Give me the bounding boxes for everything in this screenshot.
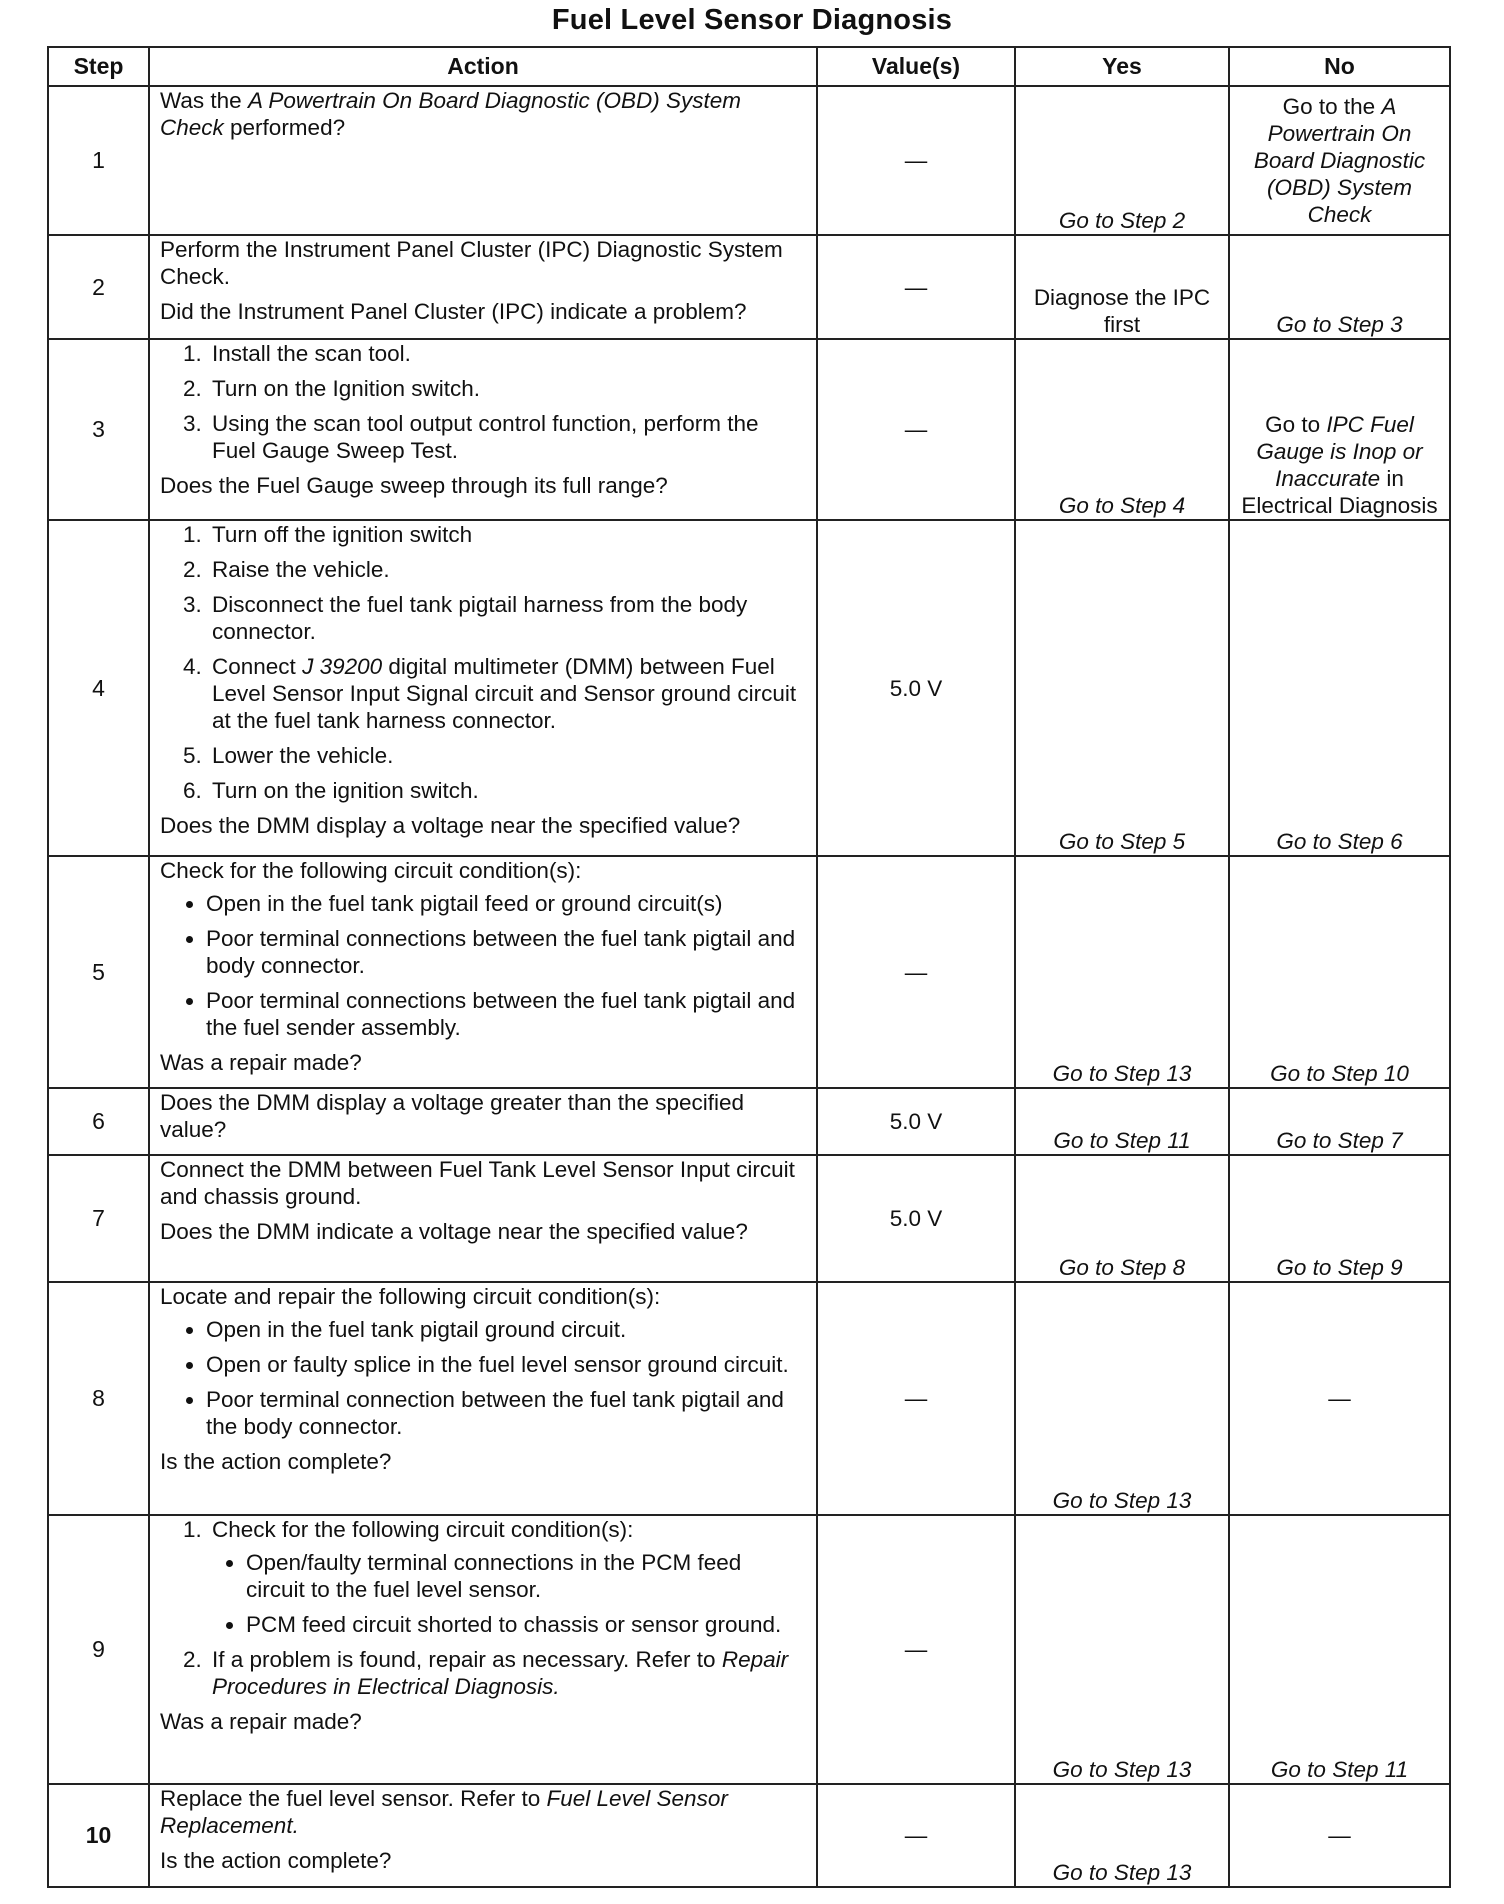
action-text: Perform the Instrument Panel Cluster (IPC) Diagnostic System Check. (160, 237, 783, 289)
action-question: Was a repair made? (160, 1050, 362, 1075)
step-number: 7 (48, 1155, 149, 1282)
yes-cell (1015, 339, 1229, 520)
table-row (48, 86, 1450, 235)
action-cell (149, 520, 817, 856)
list-item: 2. Turn on the Ignition switch. (208, 375, 806, 402)
yes-link: Go to Step 13 (1052, 1488, 1192, 1513)
no-cell (1229, 856, 1450, 1088)
table-row (48, 339, 1450, 520)
yes-cell (1015, 1282, 1229, 1515)
action-question: Was a repair made? (160, 1709, 362, 1734)
list-item: 3. Using the scan tool output control function, perform the Fuel Gauge Sweep Test. (208, 410, 806, 464)
list-item: 2. Raise the vehicle. (208, 556, 806, 583)
list-item (208, 1516, 806, 1638)
step-number: 6 (48, 1088, 149, 1155)
no-cell (1229, 1515, 1450, 1784)
value-cell: — (817, 856, 1015, 1088)
value-cell: — (817, 339, 1015, 520)
yes-cell (1015, 1155, 1229, 1282)
value-cell: — (817, 235, 1015, 339)
action-text: performed? (223, 115, 346, 140)
no-text: Go to the (1282, 94, 1382, 119)
list-item-text: If a problem is found, repair as necessary. Refer to (212, 1647, 722, 1672)
list-item: • Open or faulty splice in the fuel level sensor ground circuit. (206, 1351, 806, 1378)
no-link: Go to Step 11 (1270, 1757, 1409, 1782)
step-number: 10 (48, 1784, 149, 1887)
list-item: • PCM feed circuit shorted to chassis or sensor ground. (246, 1611, 806, 1638)
yes-cell: Diagnose the IPC first (1015, 235, 1229, 339)
value-cell: 5.0 V (817, 1155, 1015, 1282)
no-reference: IPC Fuel Gauge is Inop or Inaccurate (1256, 412, 1423, 491)
no-cell (1229, 520, 1450, 856)
list-item: • Poor terminal connections between the fuel tank pigtail and the fuel sender assembly. (206, 987, 806, 1041)
value-cell: — (817, 1282, 1015, 1515)
step-number: 3 (48, 339, 149, 520)
list-item-text: Connect (212, 654, 303, 679)
list-item-text: Check for the following circuit condition(s): (212, 1517, 634, 1542)
action-cell (149, 856, 817, 1088)
step-number: 9 (48, 1515, 149, 1784)
action-text-part: Replace the fuel level sensor. Refer to (160, 1786, 547, 1811)
table-row (48, 1784, 1450, 1887)
list-item-text: digital multimeter (DMM) between Fuel Level Sensor Input Signal circuit and Sensor ground circuit at the fuel tank harness connector. (212, 654, 797, 733)
no-reference: A Powertrain On Board Diagnostic (OBD) System Check (1253, 94, 1426, 227)
action-cell (149, 1088, 817, 1155)
value-cell: — (817, 86, 1015, 235)
header-step: Step (48, 47, 149, 86)
list-item: • Open/faulty terminal connections in the PCM feed circuit to the fuel level sensor. (246, 1549, 806, 1603)
procedure-list (160, 1516, 806, 1700)
action-cell (149, 1515, 817, 1784)
list-item: 1. Install the scan tool. (208, 340, 806, 367)
header-row (48, 47, 1450, 86)
yes-link: Go to Step 13 (1052, 1860, 1192, 1885)
action-cell (149, 86, 817, 235)
yes-cell (1015, 1515, 1229, 1784)
no-text: in Electrical Diagnosis (1241, 466, 1438, 518)
yes-link: Go to Step 11 (1053, 1128, 1191, 1153)
no-cell: — (1229, 1282, 1450, 1515)
list-item: 6. Turn on the ignition switch. (208, 777, 806, 804)
action-cell (149, 1155, 817, 1282)
step-number: 4 (48, 520, 149, 856)
action-cell (149, 1784, 817, 1887)
table-row (48, 1155, 1450, 1282)
procedure-reference: Fuel Level Sensor Replacement. (160, 1786, 728, 1838)
value-cell: — (817, 1515, 1015, 1784)
step-number: 8 (48, 1282, 149, 1515)
action-question: Is the action complete? (160, 1449, 392, 1474)
table-row (48, 856, 1450, 1088)
action-text: Check for the following circuit condition(s): (160, 858, 582, 883)
action-question: Did the Instrument Panel Cluster (IPC) indicate a problem? (160, 299, 747, 324)
no-cell (1229, 339, 1450, 520)
no-cell: — (1229, 1784, 1450, 1887)
no-link: Go to Step 10 (1270, 1061, 1409, 1086)
header-values: Value(s) (817, 47, 1015, 86)
header-yes: Yes (1015, 47, 1229, 86)
procedure-list (160, 340, 806, 464)
condition-list (160, 890, 806, 1041)
no-link: Go to Step 6 (1276, 829, 1403, 854)
header-action: Action (149, 47, 817, 86)
action-text: Locate and repair the following circuit condition(s): (160, 1284, 661, 1309)
action-cell (149, 235, 817, 339)
diagnosis-table (47, 46, 1451, 1888)
action-question: Is the action complete? (160, 1848, 392, 1873)
yes-link: Go to Step 5 (1058, 829, 1186, 854)
list-item: • Open in the fuel tank pigtail feed or ground circuit(s) (206, 890, 806, 917)
page-title: Fuel Level Sensor Diagnosis (551, 4, 953, 36)
list-item (208, 1646, 806, 1700)
no-cell (1229, 1155, 1450, 1282)
list-item (208, 653, 806, 734)
yes-link: Go to Step 2 (1058, 208, 1186, 233)
header-no: No (1229, 47, 1450, 86)
table-row (48, 235, 1450, 339)
action-text: Connect the DMM between Fuel Tank Level Sensor Input circuit and chassis ground. (160, 1157, 795, 1209)
no-link: Go to Step 9 (1276, 1255, 1403, 1280)
list-item: • Poor terminal connection between the fuel tank pigtail and the body connector. (206, 1386, 806, 1440)
list-item: 1. Turn off the ignition switch (208, 521, 806, 548)
list-item: 5. Lower the vehicle. (208, 742, 806, 769)
action-question: Does the DMM display a voltage near the specified value? (160, 813, 741, 838)
step-number: 2 (48, 235, 149, 339)
table-row (48, 1515, 1450, 1784)
yes-link: Go to Step 8 (1058, 1255, 1186, 1280)
action-text: Was the (160, 88, 248, 113)
no-cell (1229, 86, 1450, 235)
condition-list (160, 1316, 806, 1440)
table-row (48, 520, 1450, 856)
yes-cell (1015, 520, 1229, 856)
step-number: 5 (48, 856, 149, 1088)
no-cell (1229, 235, 1450, 339)
yes-link: Go to Step 4 (1058, 493, 1186, 518)
list-item: 3. Disconnect the fuel tank pigtail harness from the body connector. (208, 591, 806, 645)
action-question: Does the DMM display a voltage greater than the specified value? (160, 1090, 745, 1142)
no-link: Go to Step 3 (1276, 312, 1403, 337)
action-question: Does the Fuel Gauge sweep through its full range? (160, 473, 668, 498)
action-text (160, 1785, 806, 1839)
yes-cell (1015, 1784, 1229, 1887)
step-number: 1 (48, 86, 149, 235)
tool-reference: J 39200 (302, 654, 383, 679)
action-cell (149, 1282, 817, 1515)
no-link: Go to Step 7 (1276, 1128, 1403, 1153)
procedure-reference: Repair Procedures in Electrical Diagnosis. (212, 1647, 789, 1699)
yes-cell (1015, 1088, 1229, 1155)
yes-cell (1015, 856, 1229, 1088)
table-row (48, 1088, 1450, 1155)
value-cell: — (817, 1784, 1015, 1887)
action-question: Does the DMM indicate a voltage near the specified value? (160, 1219, 748, 1244)
condition-list (212, 1549, 806, 1638)
yes-cell (1015, 86, 1229, 235)
procedure-list (160, 521, 806, 804)
no-text: Go to (1265, 412, 1327, 437)
action-cell (149, 339, 817, 520)
no-cell (1229, 1088, 1450, 1155)
yes-link: Go to Step 13 (1052, 1757, 1192, 1782)
yes-link: Go to Step 13 (1052, 1061, 1192, 1086)
value-cell: 5.0 V (817, 520, 1015, 856)
table-row (48, 1282, 1450, 1515)
value-cell: 5.0 V (817, 1088, 1015, 1155)
action-reference: A Powertrain On Board Diagnostic (OBD) System Check (160, 88, 742, 140)
list-item: • Poor terminal connections between the fuel tank pigtail and body connector. (206, 925, 806, 979)
list-item: • Open in the fuel tank pigtail ground circuit. (206, 1316, 806, 1343)
